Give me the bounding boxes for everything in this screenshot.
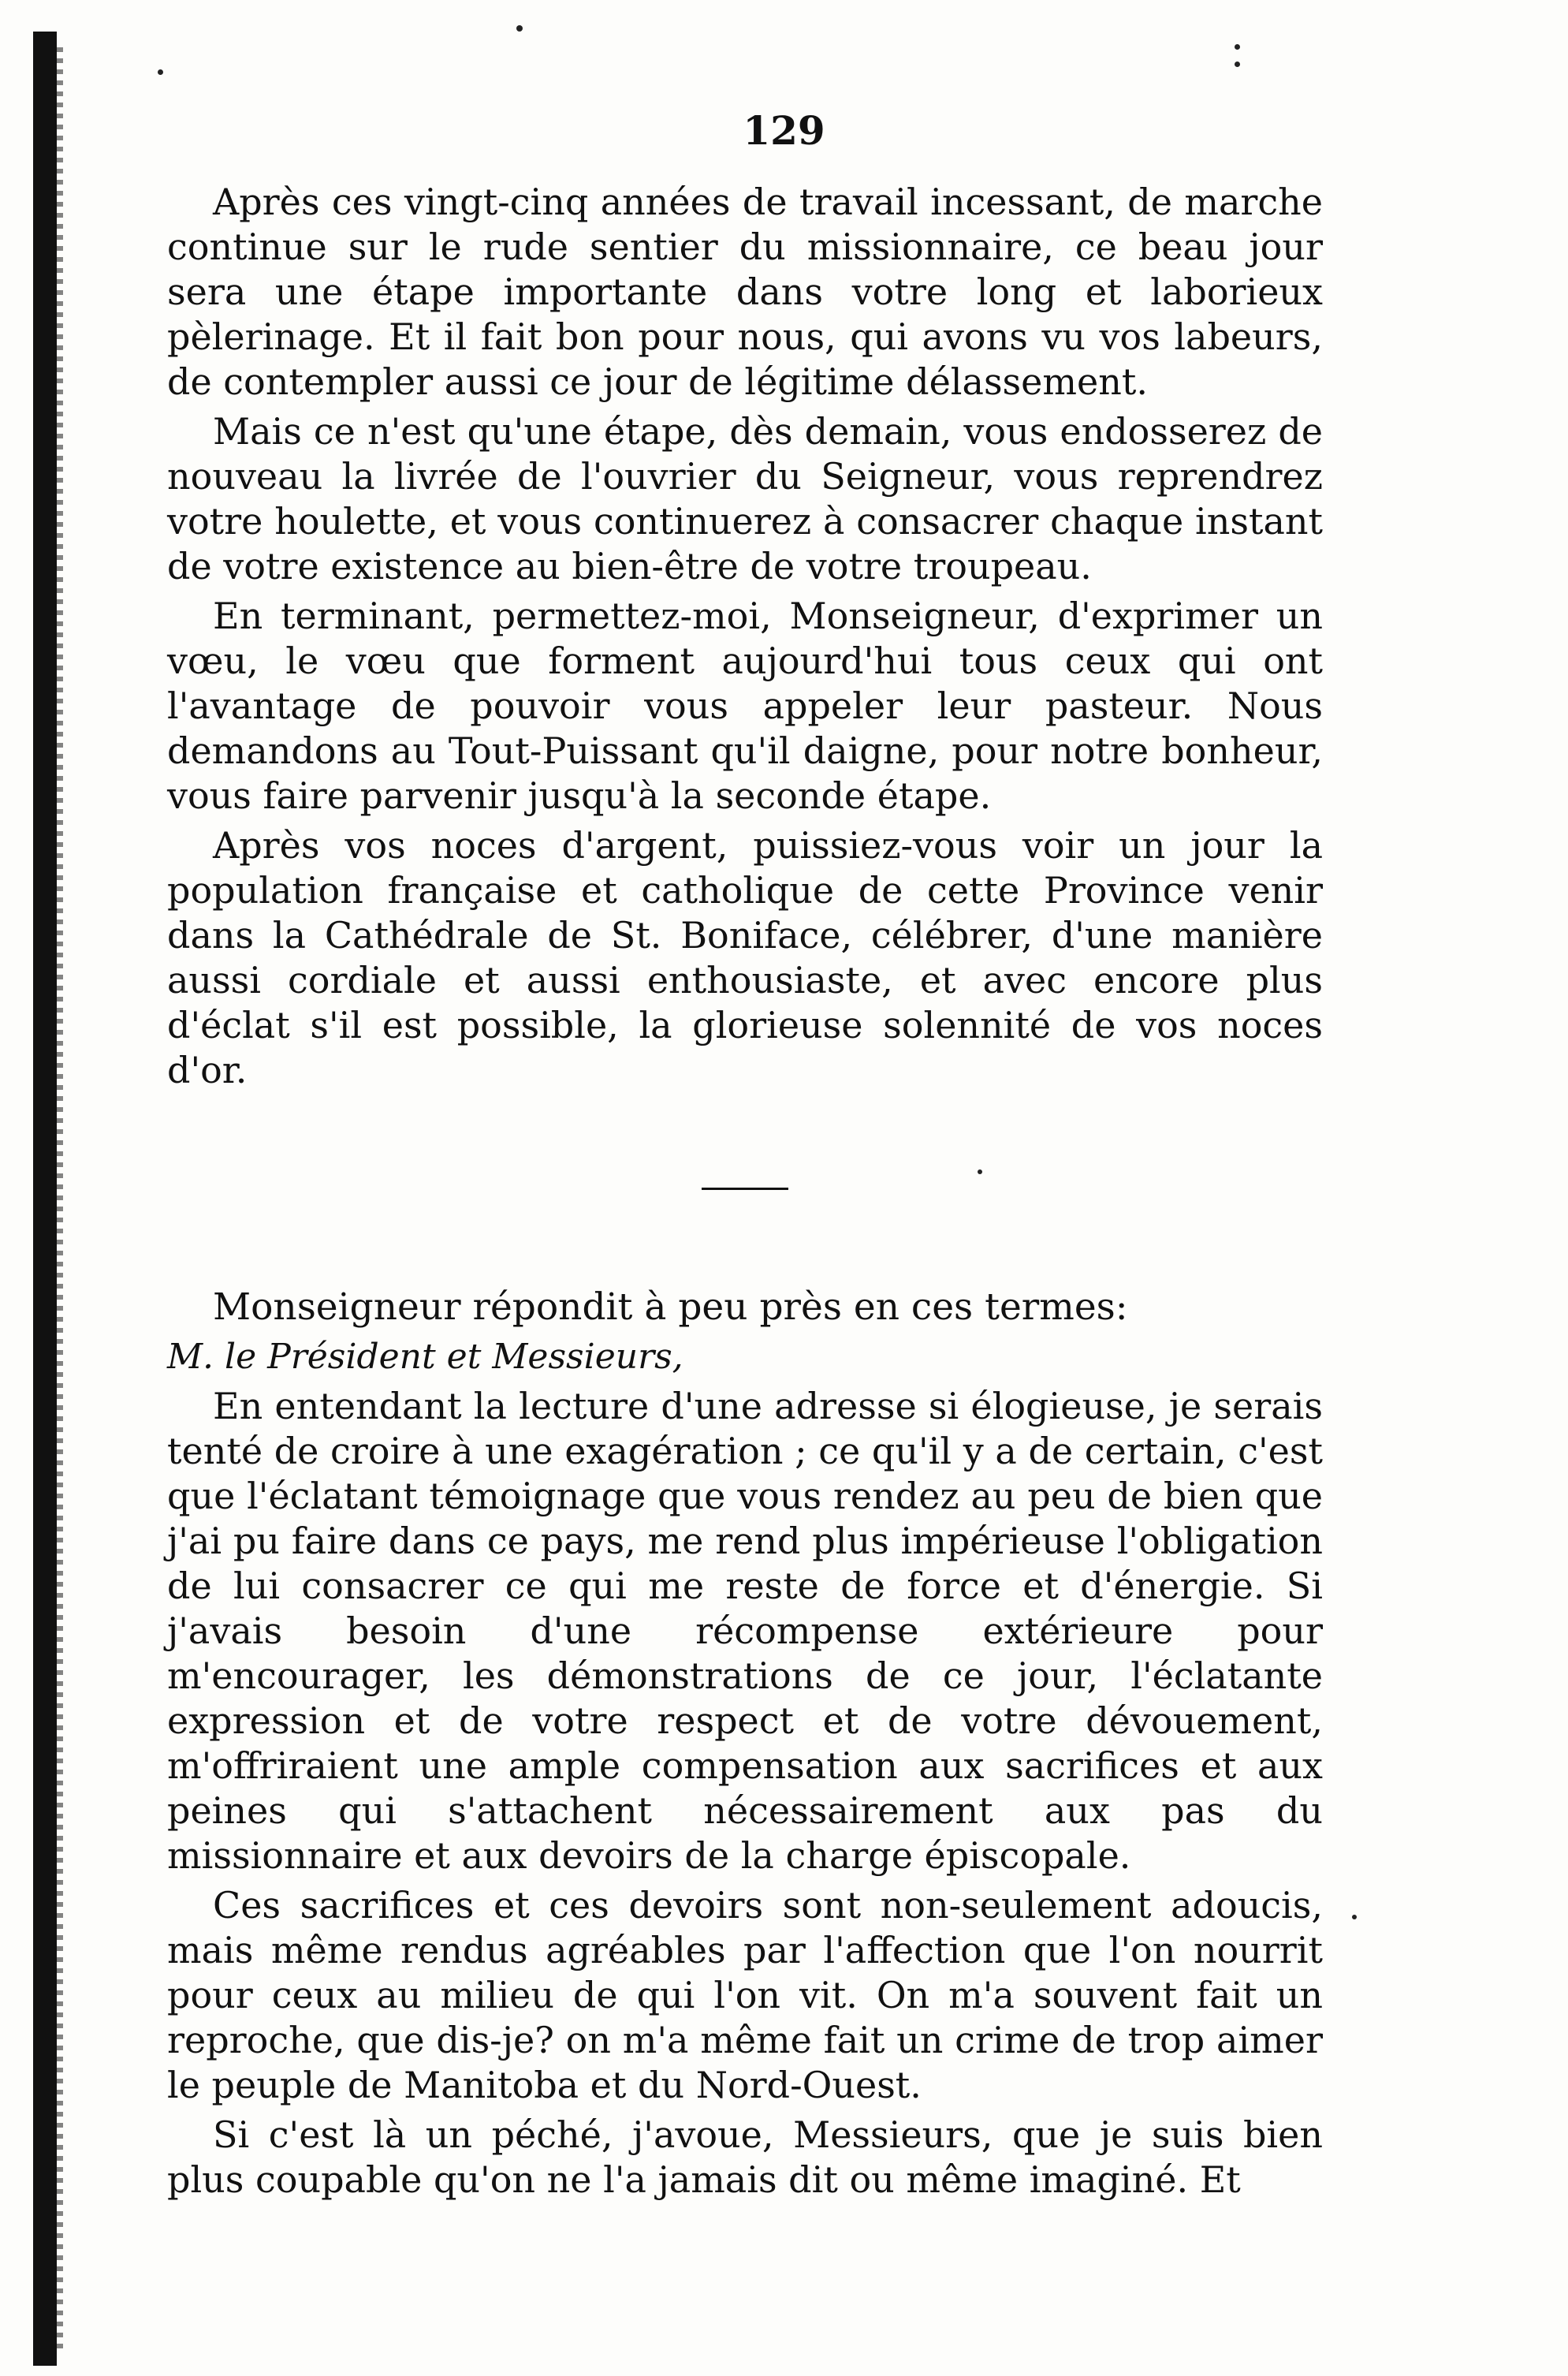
dust-speck bbox=[1235, 44, 1240, 50]
section-divider bbox=[702, 1188, 788, 1190]
binding-edge bbox=[33, 32, 57, 2366]
paragraph: Mais ce n'est qu'une étape, dès demain, vous endosserez de nouveau la livrée de l'ouvrier du Seigneur, vous reprendrez votre houlette, et vous continuerez à consacrer chaque instant de votre existence au bien-être de votre troupeau. bbox=[167, 410, 1323, 587]
body-text bbox=[167, 180, 1323, 2207]
page-number: 129 bbox=[743, 107, 825, 154]
dust-speck bbox=[516, 25, 523, 32]
paragraph: Ces sacrifices et ces devoirs sont non-seulement adoucis, mais même rendus agréables par l'affection que l'on nourrit pour ceux au milieu de qui l'on vit. On m'a souvent fait un reproche, que dis-je? on m'a même fait un crime de trop aimer le peuple de Manitoba et du Nord-Ouest. bbox=[167, 1884, 1323, 2106]
paragraph: En entendant la lecture d'une adresse si élogieuse, je serais tenté de croire à une exagération ; ce qu'il y a de certain, c'est que l'éclatant témoignage que vous rendez au peu de bien que j'ai pu faire dans ce pays, me rend plus impérieuse l'obligation de lui consacrer ce qui me reste de force et d'énergie. Si j'avais besoin d'une récompense extérieure pour m'encourager, les démonstrations de ce jour, l'éclatante expression et de votre respect et de votre dévouement, m'offriraient une ample compensation aux sacrifices et aux peines qui s'attachent nécessairement aux pas du missionnaire et aux devoirs de la charge épiscopale. bbox=[167, 1385, 1323, 1877]
binding-texture bbox=[57, 47, 63, 2350]
dust-speck bbox=[158, 69, 163, 75]
dust-speck bbox=[1352, 1915, 1357, 1919]
paragraph: En terminant, permettez-moi, Monseigneur, d'exprimer un vœu, le vœu que forment aujourd'hui tous ceux qui ont l'avantage de pouvoir vous appeler leur pasteur. Nous demandons au Tout-Puissant qu'il daigne, pour notre bonheur, vous faire parvenir jusqu'à la seconde étape. bbox=[167, 595, 1323, 817]
reply-intro: Monseigneur répondit à peu près en ces termes: bbox=[213, 1285, 1128, 1329]
dust-speck bbox=[1235, 62, 1240, 67]
paragraph: Si c'est là un péché, j'avoue, Messieurs, que je suis bien plus coupable qu'on ne l'a jamais dit ou même imaginé. Et bbox=[167, 2113, 1323, 2201]
salutation: M. le Président et Messieurs, bbox=[167, 1337, 683, 1377]
paragraph: Après ces vingt-cinq années de travail incessant, de marche continue sur le rude sentier du missionnaire, ce beau jour sera une étape importante dans votre long et laborieux pèlerinage. Et il fait bon pour nous, qui avons vu vos labeurs, de contempler aussi ce jour de légitime délassement. bbox=[167, 181, 1323, 403]
paragraph: Après vos noces d'argent, puissiez-vous voir un jour la population française et catholique de cette Province venir dans la Cathédrale de St. Boniface, célébrer, d'une manière aussi cordiale et aussi enthousiaste, et avec encore plus d'éclat s'il est possible, la glorieuse solennité de vos noces d'or. bbox=[167, 824, 1323, 1091]
